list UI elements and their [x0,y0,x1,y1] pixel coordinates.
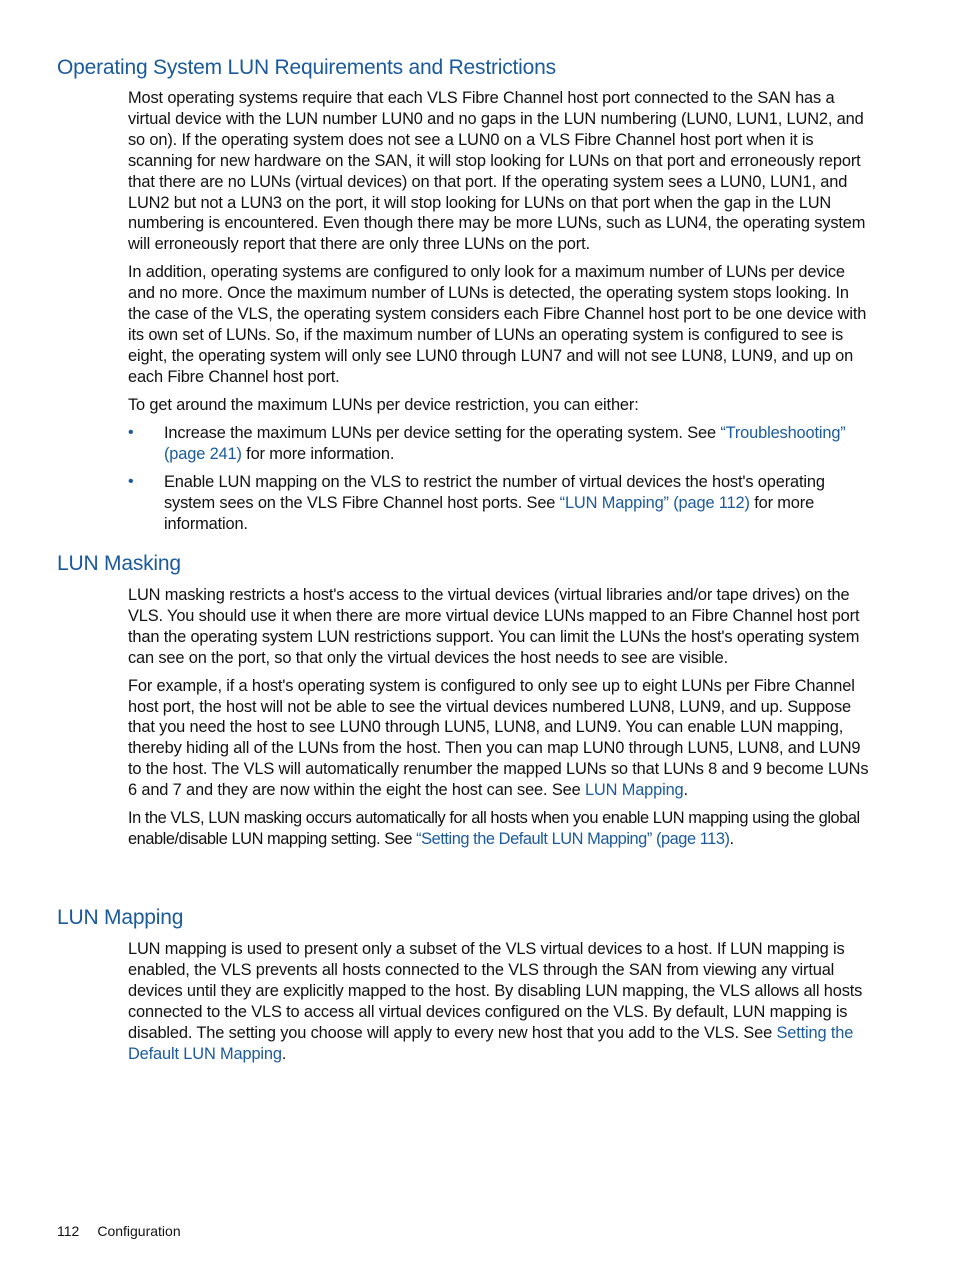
list-item-text: Increase the maximum LUNs per device setting for the operating system. See [164,423,721,442]
link-setting-default-lun-mapping[interactable]: Setting the Default LUN Mapping [128,1023,854,1063]
paragraph-text: In the VLS, LUN masking occurs automatically for all hosts when you enable LUN mapping using the global enable/disable LUN mapping setting. See [128,809,860,848]
heading-lun-masking: LUN Masking [57,552,181,575]
list-item [128,472,870,535]
list-item-text: Enable LUN mapping on the VLS to restrict the number of virtual devices the host's operating system sees on the VLS Fibre Channel host ports. See [164,473,825,513]
paragraph [128,676,870,801]
bullet-icon: • [128,473,134,491]
chapter-name: Configuration [97,1223,181,1239]
paragraph-tail: . [683,781,688,800]
page-number: 112 [57,1223,80,1239]
paragraph-tail: . [729,829,734,848]
paragraph: LUN masking restricts a host's access to the virtual devices (virtual libraries and/or tape drives) on the VLS. You should use it when there are more virtual device LUNs mapped to an Fibre Channel host port than the operating system LUN restrictions support. You can limit the LUNs the host's operating system can see on the port, so that only the virtual devices the host needs to see are visible. [128,586,860,667]
paragraph: To get around the maximum LUNs per device restriction, you can either: [128,395,639,414]
section-lun-masking-body [128,585,870,857]
section-lun-mapping-body [128,939,870,1071]
bullet-list [128,423,870,536]
bullet-icon: • [128,423,134,441]
paragraph [128,939,870,1064]
heading-os-lun-requirements: Operating System LUN Requirements and Restrictions [57,56,556,79]
list-item-text-tail: for more information. [241,444,395,463]
paragraph-text: LUN mapping is used to present only a subset of the VLS virtual devices to a host. If LUN mapping is enabled, the VLS prevents all hosts connected to the VLS through the SAN from viewing any virtual devices until they are explicitly mapped to the host. By disabling LUN mapping, the VLS allows all hosts connected to the VLS to access all virtual devices configured on the VLS. By default, LUN mapping is disabled. The setting you choose will apply to every new host that you add to the VLS. See [128,940,863,1042]
paragraph: Most operating systems require that each VLS Fibre Channel host port connected to the SAN has a virtual device with the LUN number LUN0 and no gaps in the LUN numbering (LUN0, LUN1, LUN2, and so on). If the operating system does not see a LUN0 on a VLS Fibre Channel host port when it is scanning for new hardware on the SAN, it will stop looking for LUNs on that port and erroneously report that there are no LUNs (virtual devices) on that port. If the operating system sees a LUN0, LUN1, and LUN2 but not a LUN3 on the port, it will stop looking for LUNs on that port when the gap in the LUN numbering is encountered. Even though there may be more LUNs, such as LUN4, the operating system will erroneously report that there are only three LUNs on the port. [128,89,866,254]
paragraph-text: For example, if a host's operating system is configured to only see up to eight LUNs per Fibre Channel host port, the host will not be able to see the virtual devices numbered LUN8, LUN9, and up. Suppose that you need the host to see LUN0 through LUN5, LUN8, and LUN9. You can enable LUN mapping, thereby hiding all of the LUNs from the host. Then you can map LUN0 through LUN5, LUN8, and LUN9 to the host. The VLS will automatically renumber the mapped LUNs so that LUNs 8 and 9 become LUNs 6 and 7 and they are now within the eight the host can see. See [128,676,869,800]
link-lun-mapping-page[interactable]: “LUN Mapping” (page 112) [559,494,750,513]
section-os-lun-body [128,88,870,543]
list-item-text-tail: for more information. [164,494,815,534]
paragraph [128,808,870,850]
heading-lun-mapping: LUN Mapping [57,906,184,929]
link-lun-mapping[interactable]: LUN Mapping [584,781,684,800]
page-footer [57,1222,181,1240]
paragraph-tail: . [281,1044,287,1063]
link-setting-default-lun-mapping-page[interactable]: “Setting the Default LUN Mapping” (page 113) [416,829,730,848]
paragraph: In addition, operating systems are configured to only look for a maximum number of LUNs per device and no more. Once the maximum number of LUNs is detected, the operating system stops looking. In the case of the VLS, the operating system considers each Fibre Channel host port to be one device with its own set of LUNs. So, if the maximum number of LUNs an operating system is configured to see is eight, the operating system will only see LUN0 through LUN7 and will not see LUN8, LUN9, and up on each Fibre Channel host port. [128,263,867,386]
link-troubleshooting[interactable]: “Troubleshooting” (page 241) [164,423,846,463]
list-item [128,423,870,465]
